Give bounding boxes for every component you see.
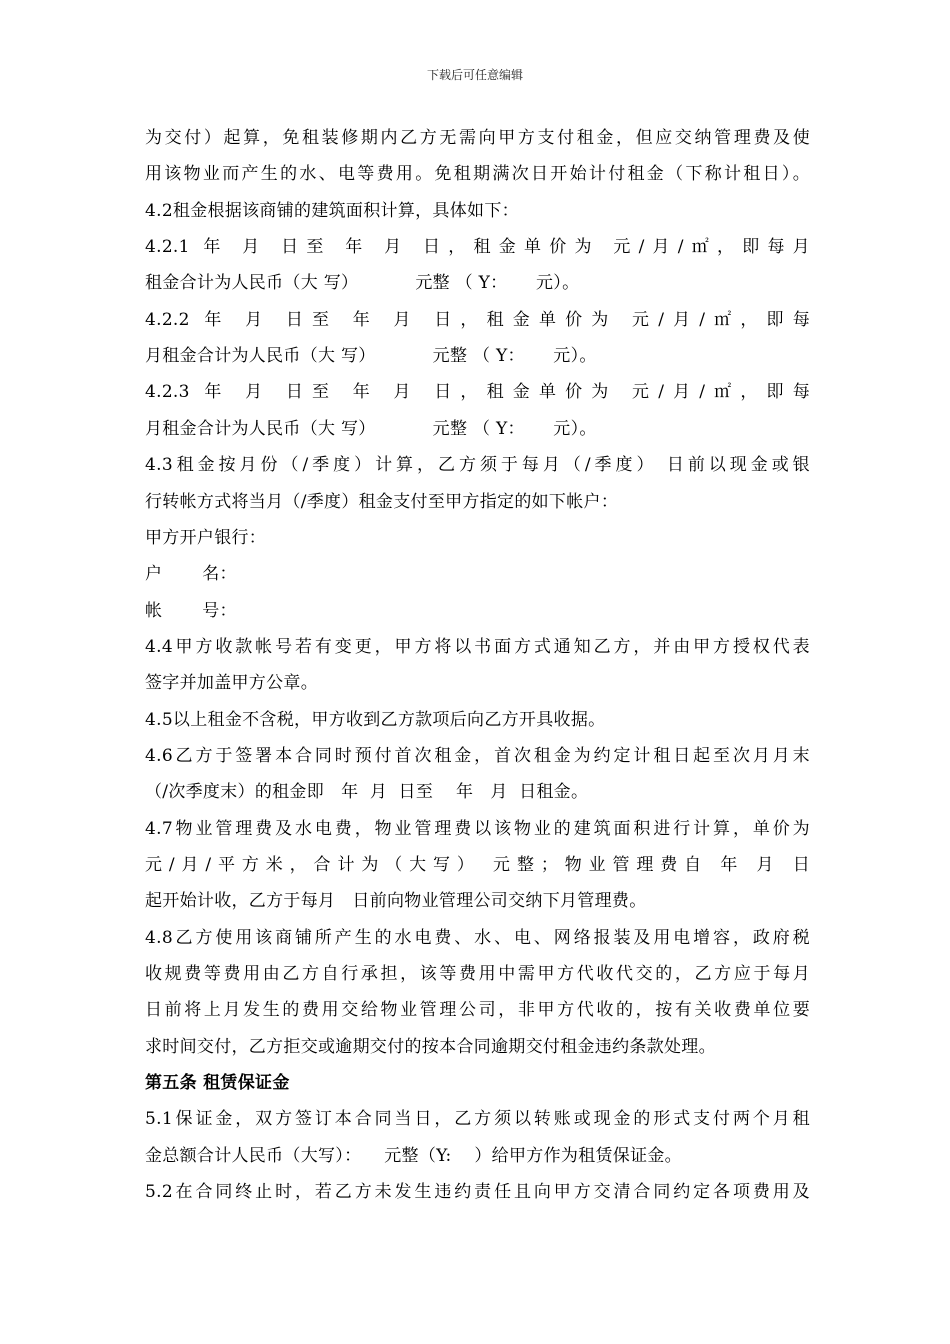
text-line: 元/月/平方米，合计为（大写） 元整；物业管理费自 年 月 日 [145, 855, 810, 875]
text-line: 租金合计为人民币（大 写） 元整 （ Y： 元）。 [145, 273, 580, 294]
text-line: （/次季度末）的租金即 年 月 日至 年 月 日租金。 [145, 782, 589, 803]
text-line: 4.8乙方使用该商铺所产生的水电费、水、电、网络报装及用电增容，政府税 [145, 927, 810, 948]
text-line: 4.2.2 年 月 日至 年 月 日，租金单价为 元/月/㎡，即每 [145, 309, 810, 330]
page-header: 下载后可任意编辑 [426, 68, 523, 82]
text-line: 起开始计收，乙方于每月 日前向物业管理公司交纳下月管理费。 [145, 891, 647, 912]
text-line: 4.6乙方于签署本合同时预付首次租金，首次租金为约定计租日起至次月月末 [145, 745, 810, 766]
text-line: 签字并加盖甲方公章。 [145, 673, 318, 694]
text-line: 用该物业而产生的水、电等费用。免租期满次日开始计付租金（下称计租日）。 [145, 164, 810, 185]
text-line: 甲方开户银行： [145, 527, 267, 548]
text-line: 月租金合计为人民币（大 写） 元整 （ Y： 元）。 [145, 346, 597, 367]
text-line: 4.3租金按月份（/季度）计算，乙方须于每月（/季度） 日前以现金或银 [145, 455, 810, 476]
text-line: 户 名： [145, 564, 237, 585]
text-line: 4.2租金根据该商铺的建筑面积计算，具体如下： [145, 200, 519, 221]
text-line: 收规费等费用由乙方自行承担，该等费用中需甲方代收代交的，乙方应于每月 [145, 964, 810, 985]
text-line: 5.2在合同终止时，若乙方未发生违约责任且向甲方交清合同约定各项费用及 [145, 1182, 810, 1203]
text-line: 4.2.3 年 月 日至 年 月 日，租金单价为 元/月/㎡，即每 [145, 382, 810, 403]
text-line: 5.1保证金，双方签订本合同当日，乙方须以转账或现金的形式支付两个月租 [145, 1109, 810, 1130]
text-line: 4.5以上租金不含税，甲方收到乙方款项后向乙方开具收据。 [145, 709, 606, 730]
section-heading: 第五条 租赁保证金 [145, 1073, 290, 1094]
text-line: 求时间交付，乙方拒交或逾期交付的按本合同逾期交付租金违约条款处理。 [145, 1036, 716, 1057]
text-line: 4.4甲方收款帐号若有变更，甲方将以书面方式通知乙方，并由甲方授权代表 [145, 636, 810, 657]
text-line: 帐 号： [145, 600, 237, 621]
text-line: 4.7物业管理费及水电费，物业管理费以该物业的建筑面积进行计算，单价为 [145, 818, 810, 839]
text-line: 行转帐方式将当月（/季度）租金支付至甲方指定的如下帐户： [145, 491, 619, 512]
text-line: 为交付）起算，免租装修期内乙方无需向甲方支付租金，但应交纳管理费及使 [145, 128, 810, 148]
text-line: 金总额合计人民币（大写）： 元整（Y: ）给甲方作为租赁保证金。 [145, 1145, 682, 1166]
text-line: 月租金合计为人民币（大 写） 元整 （ Y： 元）。 [145, 418, 597, 439]
text-line: 4.2.1 年 月 日至 年 月 日，租金单价为 元/月/㎡，即每月 [145, 237, 810, 258]
text-line: 日前将上月发生的费用交给物业管理公司，非甲方代收的，按有关收费单位要 [145, 1000, 810, 1021]
